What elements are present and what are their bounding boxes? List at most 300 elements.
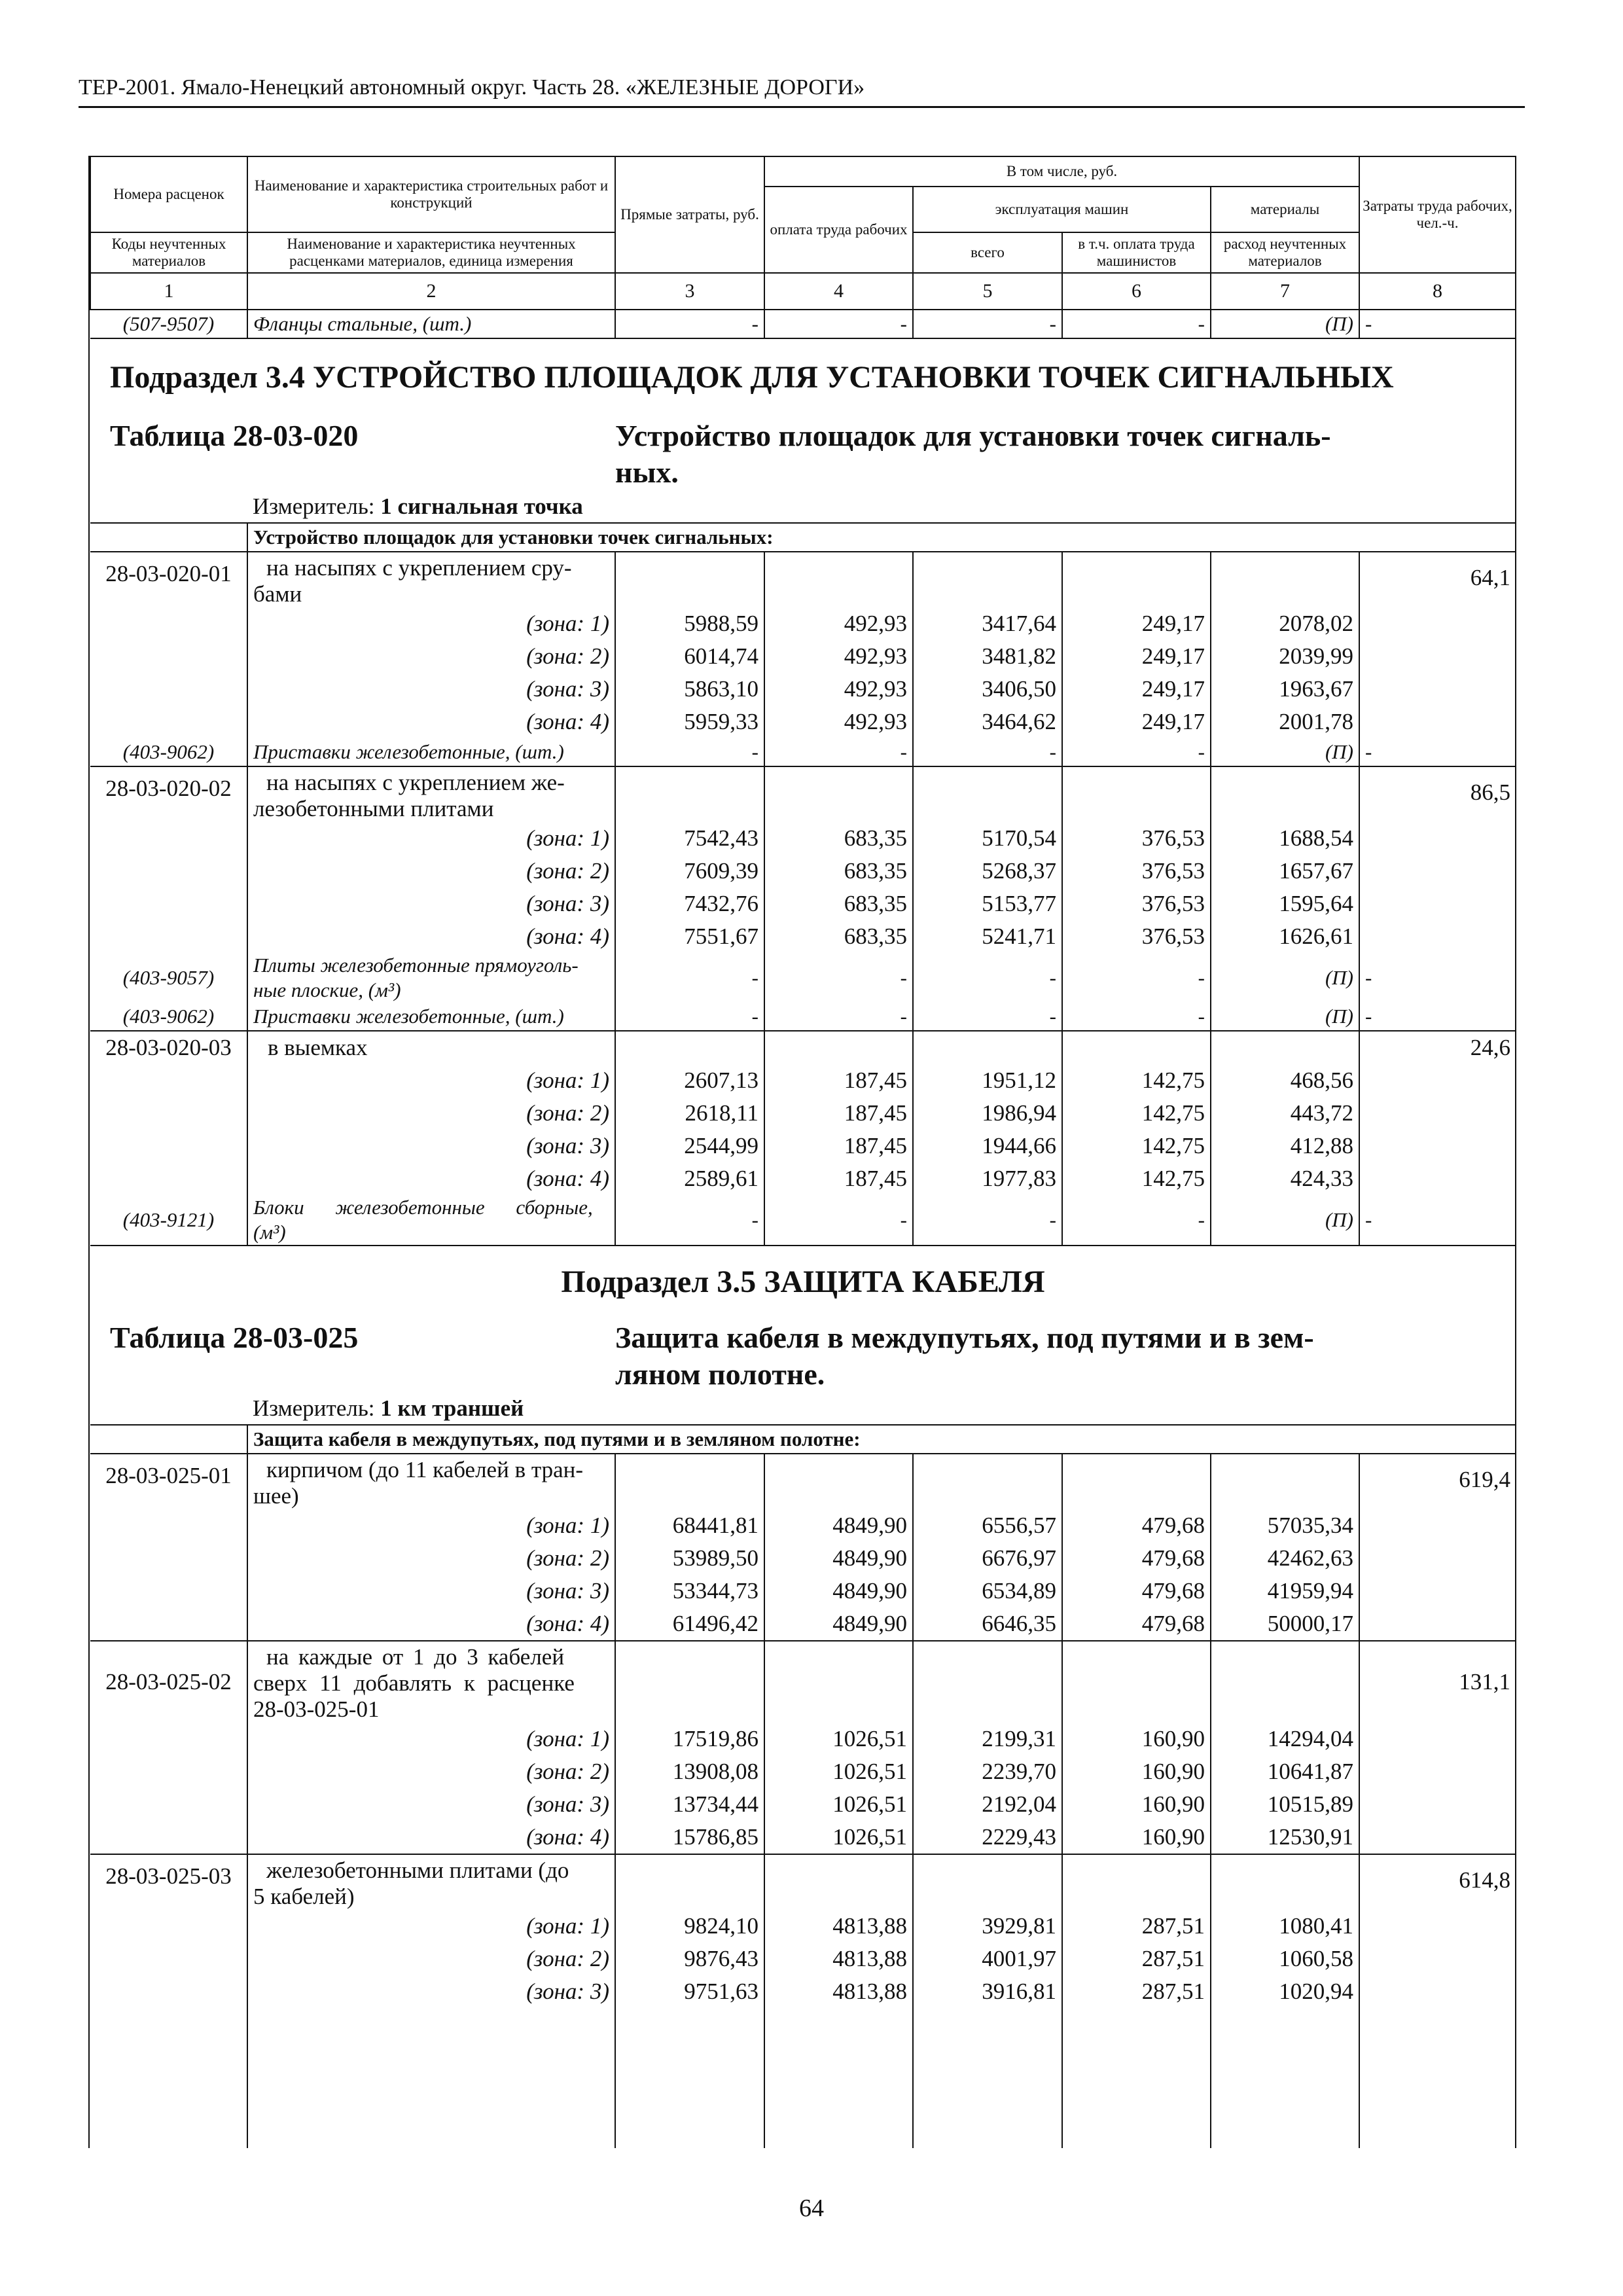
labor-cost: 614,8 <box>1359 1854 1516 1910</box>
table-cell: 287,51 <box>1062 1910 1211 1943</box>
header-rate-number: Номера расценок <box>90 156 247 232</box>
table-cell <box>1359 920 1516 953</box>
table-cell <box>90 1393 247 1425</box>
table-cell: 9824,10 <box>615 1910 764 1943</box>
table-cell: 42462,63 <box>1211 1542 1359 1575</box>
zone-row <box>90 888 1516 920</box>
subheading: Защита кабеля в междупутьях, под путями и в земляном полотне: <box>247 1425 1516 1454</box>
table-cell: 4813,88 <box>764 1975 913 2008</box>
table-cell: 61496,42 <box>615 1607 764 1641</box>
table-cell: 4813,88 <box>764 1910 913 1943</box>
table-cell: (зона: 4) <box>247 1821 615 1854</box>
table-cell: Приставки железобетонные, (шт.) <box>247 1003 615 1031</box>
table-cell <box>1359 1097 1516 1130</box>
zone-row <box>90 1910 1516 1943</box>
col-number: 2 <box>247 273 615 310</box>
table-cell <box>1062 766 1211 822</box>
table-cell <box>1062 1031 1211 1064</box>
cell-text: на насыпях с укреплением сру- <box>266 555 572 581</box>
table-cell: 3417,64 <box>913 607 1062 640</box>
table-cell <box>615 1854 764 1910</box>
table-cell: в выемках <box>247 1031 615 1064</box>
table-title-cont: ных. <box>615 456 679 489</box>
table-cell: 4849,90 <box>764 1607 913 1641</box>
table-cell: 1977,83 <box>913 1162 1062 1195</box>
table-cell <box>1211 1854 1359 1910</box>
table-cell: 479,68 <box>1062 1542 1211 1575</box>
table-cell: 7551,67 <box>615 920 764 953</box>
table-cell: 479,68 <box>1062 1509 1211 1542</box>
table-cell <box>615 1641 764 1723</box>
table-cell: (403-9062) <box>90 738 247 766</box>
table-cell: 6556,57 <box>913 1509 1062 1542</box>
table-cell <box>764 2008 913 2148</box>
table-cell: 10515,89 <box>1211 1788 1359 1821</box>
zone-row <box>90 607 1516 640</box>
table-cell <box>1359 1943 1516 1975</box>
zone-row <box>90 1943 1516 1975</box>
table-cell <box>90 673 247 706</box>
table-cell: Фланцы стальные, (шт.) <box>247 310 615 338</box>
zone-row <box>90 1542 1516 1575</box>
table-cell: 1595,64 <box>1211 888 1359 920</box>
table-cell <box>90 1788 247 1821</box>
table-cell: 412,88 <box>1211 1130 1359 1162</box>
table-cell: 9876,43 <box>615 1943 764 1975</box>
table-cell: 1963,67 <box>1211 673 1359 706</box>
col-number: 6 <box>1062 273 1211 310</box>
table-cell: 4001,97 <box>913 1943 1062 1975</box>
table-cell: (П) <box>1211 1003 1359 1031</box>
table-cell: (зона: 2) <box>247 855 615 888</box>
cell-text: ные плоские, (м³) <box>253 978 401 1001</box>
zone-row <box>90 673 1516 706</box>
table-cell: 376,53 <box>1062 855 1211 888</box>
table-cell: 53344,73 <box>615 1575 764 1607</box>
table-cell <box>764 1454 913 1509</box>
table-cell <box>247 1454 615 1509</box>
table-cell: 492,93 <box>764 673 913 706</box>
table-cell: 2229,43 <box>913 1821 1062 1854</box>
table-cell: 249,17 <box>1062 640 1211 673</box>
table-cell: 5863,10 <box>615 673 764 706</box>
labor-cost: 24,6 <box>1359 1031 1516 1064</box>
table-cell <box>764 1854 913 1910</box>
table-cell: 6646,35 <box>913 1607 1062 1641</box>
table-cell: Приставки железобетонные, (шт.) <box>247 738 615 766</box>
table-cell: 187,45 <box>764 1130 913 1162</box>
table-cell: 492,93 <box>764 706 913 738</box>
table-cell: 1944,66 <box>913 1130 1062 1162</box>
zone-row <box>90 1130 1516 1162</box>
table-cell <box>1359 1910 1516 1943</box>
table-cell <box>1062 1454 1211 1509</box>
subheading: Устройство площадок для установки точек сигнальных: <box>247 523 1516 552</box>
col-number: 7 <box>1211 273 1359 310</box>
table-cell: 68441,81 <box>615 1509 764 1542</box>
material-row <box>90 738 1516 766</box>
table-cell <box>615 2008 764 2148</box>
table-title: Защита кабеля в междупутьях, под путями и в зем- <box>615 1321 1314 1354</box>
table-cell: 5959,33 <box>615 706 764 738</box>
table-cell: (зона: 3) <box>247 1788 615 1821</box>
table-cell: (403-9121) <box>90 1195 247 1246</box>
table-cell <box>913 1031 1062 1064</box>
table-cell: - <box>913 1003 1062 1031</box>
table-cell <box>764 552 913 607</box>
table-cell: - <box>1365 1208 1372 1231</box>
table-cell: 57035,34 <box>1211 1509 1359 1542</box>
table-cell <box>247 766 615 822</box>
table-cell: (П) <box>1211 953 1359 1003</box>
table-cell: - <box>764 953 913 1003</box>
section-title: Подраздел 3.4 УСТРОЙСТВО ПЛОЩАДОК ДЛЯ УСТАНОВКИ ТОЧЕК СИГНАЛЬНЫХ <box>90 338 1516 418</box>
table-cell <box>1062 552 1211 607</box>
header-work-name: Наименование и характеристика строительных работ и конструкций <box>247 156 615 232</box>
rate-code: 28-03-025-02 <box>90 1641 247 1723</box>
col-number: 5 <box>913 273 1062 310</box>
table-cell: 2039,99 <box>1211 640 1359 673</box>
table-cell: (507-9507) <box>90 310 247 338</box>
rate-row <box>90 1641 1516 1723</box>
table-cell: (зона: 1) <box>247 607 615 640</box>
table-cell <box>1359 607 1516 640</box>
table-cell: (зона: 3) <box>247 1130 615 1162</box>
table-cell <box>90 1097 247 1130</box>
table-cell: 160,90 <box>1062 1821 1211 1854</box>
table-cell <box>90 1910 247 1943</box>
table-cell <box>1211 1454 1359 1509</box>
zone-row <box>90 1575 1516 1607</box>
table-cell: 41959,94 <box>1211 1575 1359 1607</box>
header-direct-costs: Прямые затраты, руб. <box>615 156 764 273</box>
header-machines: эксплуатация машин <box>913 187 1211 232</box>
table-cell: (зона: 2) <box>247 1943 615 1975</box>
table-cell <box>90 491 247 523</box>
table-cell <box>913 766 1062 822</box>
table-cell: 13908,08 <box>615 1755 764 1788</box>
table-title: Устройство площадок для установки точек сигналь- <box>615 419 1331 452</box>
table-cell <box>90 1755 247 1788</box>
table-cell: - <box>764 1195 913 1246</box>
table-cell: 376,53 <box>1062 888 1211 920</box>
table-cell: 4849,90 <box>764 1575 913 1607</box>
table-cell: - <box>1365 1005 1372 1028</box>
material-row <box>90 1003 1516 1031</box>
section-title: Подраздел 3.5 ЗАЩИТА КАБЕЛЯ <box>90 1246 1516 1319</box>
table-cell <box>764 1641 913 1723</box>
table-cell: 4849,90 <box>764 1509 913 1542</box>
table-cell: (зона: 4) <box>247 1162 615 1195</box>
meter-label: Измеритель: <box>253 1395 375 1421</box>
table-cell: 2199,31 <box>913 1723 1062 1755</box>
page-number: 64 <box>799 2195 824 2222</box>
table-cell: 53989,50 <box>615 1542 764 1575</box>
table-cell: 1626,61 <box>1211 920 1359 953</box>
header-including: В том числе, руб. <box>764 156 1359 187</box>
table-cell <box>1359 1821 1516 1854</box>
table-cell <box>1359 1064 1516 1097</box>
table-cell <box>90 523 247 552</box>
table-cell: 3929,81 <box>913 1910 1062 1943</box>
table-cell: 6676,97 <box>913 1542 1062 1575</box>
table-cell <box>90 1425 247 1454</box>
zone-row <box>90 640 1516 673</box>
header-material-codes: Коды неучтенных материалов <box>90 232 247 273</box>
zone-row <box>90 1064 1516 1097</box>
header-labor-costs: Затраты труда рабочих, чел.-ч. <box>1359 156 1516 273</box>
table-cell: 187,45 <box>764 1097 913 1130</box>
cell-text: кирпичом (до 11 кабелей в тран- <box>266 1457 583 1482</box>
header-machines-total: всего <box>913 232 1062 273</box>
table-cell: 249,17 <box>1062 706 1211 738</box>
table-cell: 142,75 <box>1062 1097 1211 1130</box>
zone-row <box>90 920 1516 953</box>
table-cell: (зона: 3) <box>247 888 615 920</box>
table-cell <box>1211 1641 1359 1723</box>
table-cell: 17519,86 <box>615 1723 764 1755</box>
cell-text: 28-03-025-01 <box>253 1696 380 1722</box>
table-cell: 5153,77 <box>913 888 1062 920</box>
table-cell: (зона: 1) <box>247 1509 615 1542</box>
table-cell: 6014,74 <box>615 640 764 673</box>
table-cell <box>90 1130 247 1162</box>
table-cell: 249,17 <box>1062 673 1211 706</box>
table-cell: 376,53 <box>1062 920 1211 953</box>
table-cell <box>247 552 615 607</box>
table-cell <box>913 1454 1062 1509</box>
table-cell <box>90 822 247 855</box>
rate-row <box>90 1854 1516 1910</box>
table-label: Таблица 28-03-020 <box>110 419 359 452</box>
table-header <box>90 156 1516 310</box>
table-cell: - <box>1062 1003 1211 1031</box>
table-cell: 9751,63 <box>615 1975 764 2008</box>
table-cell <box>247 491 1516 523</box>
header-material-names: Наименование и характеристика неучтенных расценками материалов, единица измерения <box>247 232 615 273</box>
table-cell <box>1359 1788 1516 1821</box>
table-cell <box>90 640 247 673</box>
table-cell: (зона: 3) <box>247 1975 615 2008</box>
labor-cost: 86,5 <box>1359 766 1516 822</box>
table-cell: 3916,81 <box>913 1975 1062 2008</box>
table-cell <box>90 1575 247 1607</box>
labor-cost: 131,1 <box>1359 1641 1516 1723</box>
zone-row <box>90 822 1516 855</box>
table-cell: 683,35 <box>764 855 913 888</box>
table-cell <box>90 855 247 888</box>
table-cell <box>1359 2008 1516 2148</box>
col-number: 8 <box>1359 273 1516 310</box>
table-cell <box>1359 1130 1516 1162</box>
table-cell: 1060,58 <box>1211 1943 1359 1975</box>
table-cell: 1020,94 <box>1211 1975 1359 2008</box>
table-cell: 2607,13 <box>615 1064 764 1097</box>
table-cell <box>247 1641 615 1723</box>
zone-row <box>90 706 1516 738</box>
table-cell: (зона: 1) <box>247 1910 615 1943</box>
table-cell: 1026,51 <box>764 1821 913 1854</box>
table-cell: 1026,51 <box>764 1788 913 1821</box>
table-cell: 1986,94 <box>913 1097 1062 1130</box>
table-cell <box>913 2008 1062 2148</box>
meter-value: 1 сигнальная точка <box>380 493 583 519</box>
table-cell: 2192,04 <box>913 1788 1062 1821</box>
table-cell: 142,75 <box>1062 1162 1211 1195</box>
table-cell: 5988,59 <box>615 607 764 640</box>
table-cell <box>90 1607 247 1641</box>
table-cell <box>90 706 247 738</box>
table-cell: 7542,43 <box>615 822 764 855</box>
table-cell: 2618,11 <box>615 1097 764 1130</box>
table-cell <box>1062 2008 1211 2148</box>
table-cell: 1080,41 <box>1211 1910 1359 1943</box>
table-cell <box>1062 1854 1211 1910</box>
table-cell: (зона: 3) <box>247 1575 615 1607</box>
table-cell <box>764 766 913 822</box>
table-cell: 287,51 <box>1062 1975 1211 2008</box>
cell-text: лезобетонными плитами <box>253 796 494 821</box>
table-cell: (зона: 1) <box>247 822 615 855</box>
zone-row <box>90 1821 1516 1854</box>
table-cell: - <box>615 1195 764 1246</box>
table-cell: 4813,88 <box>764 1943 913 1975</box>
table-cell <box>615 418 1516 491</box>
table-cell: 160,90 <box>1062 1755 1211 1788</box>
cell-text: бами <box>253 581 302 607</box>
table-label: Таблица 28-03-025 <box>110 1321 359 1354</box>
table-cell: 1688,54 <box>1211 822 1359 855</box>
table-cell <box>1062 1641 1211 1723</box>
table-cell: (зона: 4) <box>247 1607 615 1641</box>
table-cell: (зона: 4) <box>247 706 615 738</box>
table-cell: 3464,62 <box>913 706 1062 738</box>
table-cell: - <box>913 1195 1062 1246</box>
zone-row <box>90 1975 1516 2008</box>
table-cell <box>615 1319 1516 1393</box>
table-cell: 3481,82 <box>913 640 1062 673</box>
table-cell <box>90 1943 247 1975</box>
header-machinist-wages: в т.ч. оплата труда машинистов <box>1062 232 1211 273</box>
table-cell: - <box>615 310 764 338</box>
page-header: ТЕР-2001. Ямало-Ненецкий автономный округ. Часть 28. «ЖЕЛЕЗНЫЕ ДОРОГИ» <box>79 73 1525 108</box>
table-cell: 160,90 <box>1062 1723 1211 1755</box>
material-row <box>90 310 1516 338</box>
table-cell <box>1359 822 1516 855</box>
table-cell: (зона: 3) <box>247 673 615 706</box>
table-cell <box>247 1854 615 1910</box>
labor-cost: 64,1 <box>1359 552 1516 607</box>
cell-text: на каждые от 1 до 3 кабелей <box>266 1644 565 1670</box>
table-cell <box>615 766 764 822</box>
table-cell: - <box>615 738 764 766</box>
table-cell: 187,45 <box>764 1162 913 1195</box>
cell-text: сверх 11 добавлять к расценке <box>253 1670 575 1696</box>
table-cell <box>764 1031 913 1064</box>
table-cell: (зона: 2) <box>247 1542 615 1575</box>
table-cell: 187,45 <box>764 1064 913 1097</box>
cell-text: на насыпях с укреплением же- <box>266 770 565 795</box>
table-cell: - <box>913 310 1062 338</box>
rate-code: 28-03-020-03 <box>90 1031 247 1064</box>
table-cell: 142,75 <box>1062 1064 1211 1097</box>
table-cell <box>90 888 247 920</box>
table-cell: 142,75 <box>1062 1130 1211 1162</box>
table-cell: 3406,50 <box>913 673 1062 706</box>
table-cell: - <box>615 1003 764 1031</box>
labor-cost: 619,4 <box>1359 1454 1516 1509</box>
table-cell <box>913 1641 1062 1723</box>
table-cell: 2001,78 <box>1211 706 1359 738</box>
table-cell: 683,35 <box>764 888 913 920</box>
table-cell: (П) <box>1211 738 1359 766</box>
table-cell: - <box>1062 953 1211 1003</box>
table-cell <box>1211 1031 1359 1064</box>
table-cell <box>1359 1162 1516 1195</box>
table-cell: - <box>1062 1195 1211 1246</box>
table-cell: 424,33 <box>1211 1162 1359 1195</box>
rates-table <box>88 156 1516 2148</box>
table-cell: 14294,04 <box>1211 1723 1359 1755</box>
table-cell: 468,56 <box>1211 1064 1359 1097</box>
table-cell <box>247 953 615 1003</box>
table-cell <box>90 1542 247 1575</box>
cell-text: (м³) <box>253 1221 286 1244</box>
table-cell: 683,35 <box>764 822 913 855</box>
rate-code: 28-03-020-01 <box>90 552 247 607</box>
rate-code: 28-03-025-01 <box>90 1454 247 1509</box>
header-materials: материалы <box>1211 187 1359 232</box>
table-cell <box>90 1509 247 1542</box>
table-cell: 492,93 <box>764 607 913 640</box>
table-cell: (П) <box>1211 1195 1359 1246</box>
table-cell: (зона: 1) <box>247 1064 615 1097</box>
table-cell: 5241,71 <box>913 920 1062 953</box>
cell-text: 5 кабелей) <box>253 1884 355 1909</box>
table-title-cont: ляном полотне. <box>615 1357 825 1391</box>
zone-row <box>90 1755 1516 1788</box>
table-cell: 2078,02 <box>1211 607 1359 640</box>
meter-value: 1 км траншей <box>380 1395 524 1421</box>
table-cell <box>90 1975 247 2008</box>
table-cell: (зона: 4) <box>247 920 615 953</box>
rate-row <box>90 1031 1516 1064</box>
rate-row <box>90 552 1516 607</box>
table-cell <box>1211 552 1359 607</box>
rate-row <box>90 1454 1516 1509</box>
table-cell: 160,90 <box>1062 1788 1211 1821</box>
table-cell: - <box>764 1003 913 1031</box>
meter-label: Измеритель: <box>253 493 375 519</box>
table-cell: 2239,70 <box>913 1755 1062 1788</box>
table-cell <box>1359 1975 1516 2008</box>
table-cell: 287,51 <box>1062 1943 1211 1975</box>
header-wages: оплата труда рабочих <box>764 187 913 273</box>
table-cell: - <box>764 310 913 338</box>
table-cell <box>90 920 247 953</box>
table-cell: 15786,85 <box>615 1821 764 1854</box>
table-cell: 492,93 <box>764 640 913 673</box>
table-cell: 479,68 <box>1062 1607 1211 1641</box>
table-cell: - <box>913 953 1062 1003</box>
rate-code: 28-03-020-02 <box>90 766 247 822</box>
table-cell: (П) <box>1211 310 1359 338</box>
cell-text: железобетонными плитами (до <box>266 1857 569 1883</box>
zone-row <box>90 1509 1516 1542</box>
table-cell <box>90 1162 247 1195</box>
table-cell <box>1359 1607 1516 1641</box>
table-cell: 249,17 <box>1062 607 1211 640</box>
